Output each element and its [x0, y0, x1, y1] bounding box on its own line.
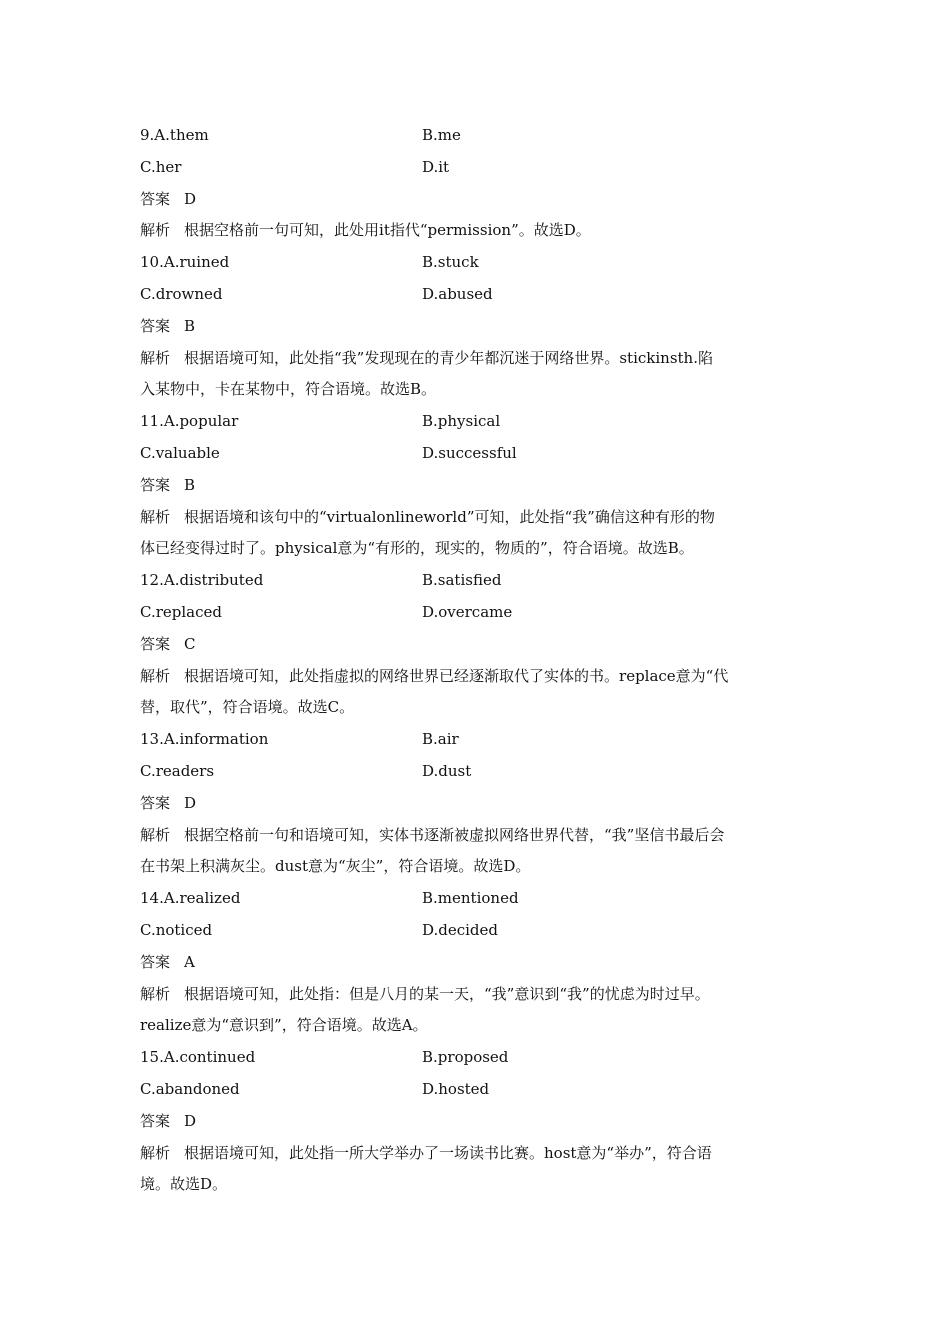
option-a: 15.A.continued — [140, 1048, 256, 1067]
option-d: D.dust — [422, 761, 472, 780]
option-c: C.replaced — [140, 602, 222, 621]
analysis-text: 根据语境可知，此处指一所大学举办了一场读书比赛。host意为“举办”，符合语 — [184, 1143, 712, 1162]
answer-label: 答案 — [140, 316, 171, 335]
analysis-line — [140, 692, 812, 724]
option-d: D.overcame — [422, 602, 513, 621]
answer-row — [140, 947, 812, 979]
question-block — [140, 406, 812, 565]
answer-value: D — [184, 1111, 197, 1130]
question-block — [140, 883, 812, 1042]
analysis-text: 根据语境可知，此处指：但是八月的某一天，“我”意识到“我”的忧虑为时过早。 — [184, 984, 710, 1003]
answer-value: C — [184, 634, 196, 653]
option-a: 14.A.realized — [140, 889, 241, 908]
analysis-line — [140, 215, 812, 247]
analysis-line — [140, 502, 812, 534]
option-b: B.me — [422, 126, 461, 144]
answer-row — [140, 1106, 812, 1138]
option-a: 13.A.information — [140, 730, 269, 749]
option-c: C.her — [140, 157, 182, 176]
answer-row — [140, 184, 812, 216]
option-b: B.proposed — [422, 1048, 509, 1067]
option-a: 11.A.popular — [140, 412, 239, 431]
analysis-text: 替，取代”，符合语境。故选C。 — [140, 698, 355, 717]
analysis-label: 解析 — [140, 507, 171, 526]
answer-value: B — [184, 475, 196, 494]
option-d: D.decided — [422, 920, 499, 939]
option-b: B.mentioned — [422, 889, 519, 908]
analysis-line — [140, 1010, 812, 1042]
question-block — [140, 565, 812, 724]
option-b: B.satisfied — [422, 571, 502, 590]
option-b: B.air — [422, 730, 459, 749]
analysis-line — [140, 343, 812, 375]
answer-value: A — [184, 952, 195, 971]
option-row — [140, 1042, 812, 1074]
option-a: 9.A.them — [140, 126, 209, 144]
option-d: D.it — [422, 157, 450, 176]
analysis-text: 在书架上积满灰尘。dust意为“灰尘”，符合语境。故选D。 — [140, 857, 531, 876]
answer-label: 答案 — [140, 793, 171, 812]
answer-row — [140, 629, 812, 661]
option-a: 12.A.distributed — [140, 571, 264, 590]
answer-label: 答案 — [140, 189, 171, 208]
answer-value: B — [184, 316, 196, 335]
analysis-line — [140, 374, 812, 406]
document-body — [140, 120, 812, 1201]
analysis-line — [140, 820, 812, 852]
analysis-line — [140, 979, 812, 1011]
option-d: D.hosted — [422, 1079, 490, 1098]
question-block — [140, 1042, 812, 1201]
analysis-text: 根据空格前一句和语境可知，实体书逐渐被虚拟网络世界代替，“我”坚信书最后会 — [184, 825, 725, 844]
option-row — [140, 120, 812, 152]
option-row — [140, 152, 812, 184]
analysis-line — [140, 661, 812, 693]
analysis-line — [140, 1138, 812, 1170]
option-row — [140, 883, 812, 915]
option-c: C.valuable — [140, 443, 220, 462]
answer-label: 答案 — [140, 952, 171, 971]
answer-label: 答案 — [140, 634, 171, 653]
option-b: B.physical — [422, 412, 501, 431]
question-block — [140, 724, 812, 883]
option-b: B.stuck — [422, 253, 479, 272]
option-c: C.drowned — [140, 284, 223, 303]
analysis-text: 体已经变得过时了。physical意为“有形的，现实的，物质的”，符合语境。故选B。 — [140, 539, 694, 558]
analysis-text: realize意为“意识到”，符合语境。故选A。 — [140, 1016, 428, 1035]
option-c: C.readers — [140, 761, 215, 780]
analysis-label: 解析 — [140, 348, 171, 367]
option-row — [140, 1074, 812, 1106]
option-row — [140, 565, 812, 597]
option-row — [140, 756, 812, 788]
option-a: 10.A.ruined — [140, 253, 230, 272]
option-row — [140, 915, 812, 947]
answer-row — [140, 788, 812, 820]
analysis-line — [140, 1169, 812, 1201]
analysis-text: 根据语境可知，此处指“我”发现现在的青少年都沉迷于网络世界。stickinsth.陷 — [184, 348, 713, 367]
analysis-label: 解析 — [140, 984, 171, 1003]
option-row — [140, 247, 812, 279]
analysis-text: 根据语境可知，此处指虚拟的网络世界已经逐渐取代了实体的书。replace意为“代 — [184, 666, 729, 685]
option-d: D.abused — [422, 284, 493, 303]
analysis-label: 解析 — [140, 1143, 171, 1162]
option-row — [140, 597, 812, 629]
question-block — [140, 247, 812, 406]
option-row — [140, 438, 812, 470]
analysis-text: 根据空格前一句可知，此处用it指代“permission”。故选D。 — [184, 221, 591, 240]
option-row — [140, 724, 812, 756]
option-c: C.abandoned — [140, 1079, 240, 1098]
option-row — [140, 406, 812, 438]
answer-value: D — [184, 793, 197, 812]
option-c: C.noticed — [140, 920, 213, 939]
analysis-line — [140, 851, 812, 883]
analysis-text: 境。故选D。 — [140, 1175, 228, 1194]
option-row — [140, 279, 812, 311]
analysis-text: 根据语境和该句中的“virtualonlineworld”可知，此处指“我”确信这种有形的物 — [184, 507, 715, 526]
analysis-label: 解析 — [140, 825, 171, 844]
answer-label: 答案 — [140, 475, 171, 494]
answer-label: 答案 — [140, 1111, 171, 1130]
analysis-line — [140, 533, 812, 565]
analysis-label: 解析 — [140, 221, 171, 240]
option-d: D.successful — [422, 443, 517, 462]
analysis-label: 解析 — [140, 666, 171, 685]
answer-value: D — [184, 189, 197, 208]
answer-row — [140, 311, 812, 343]
answer-row — [140, 470, 812, 502]
question-block — [140, 120, 812, 247]
analysis-text: 入某物中，卡在某物中，符合语境。故选B。 — [140, 380, 437, 399]
